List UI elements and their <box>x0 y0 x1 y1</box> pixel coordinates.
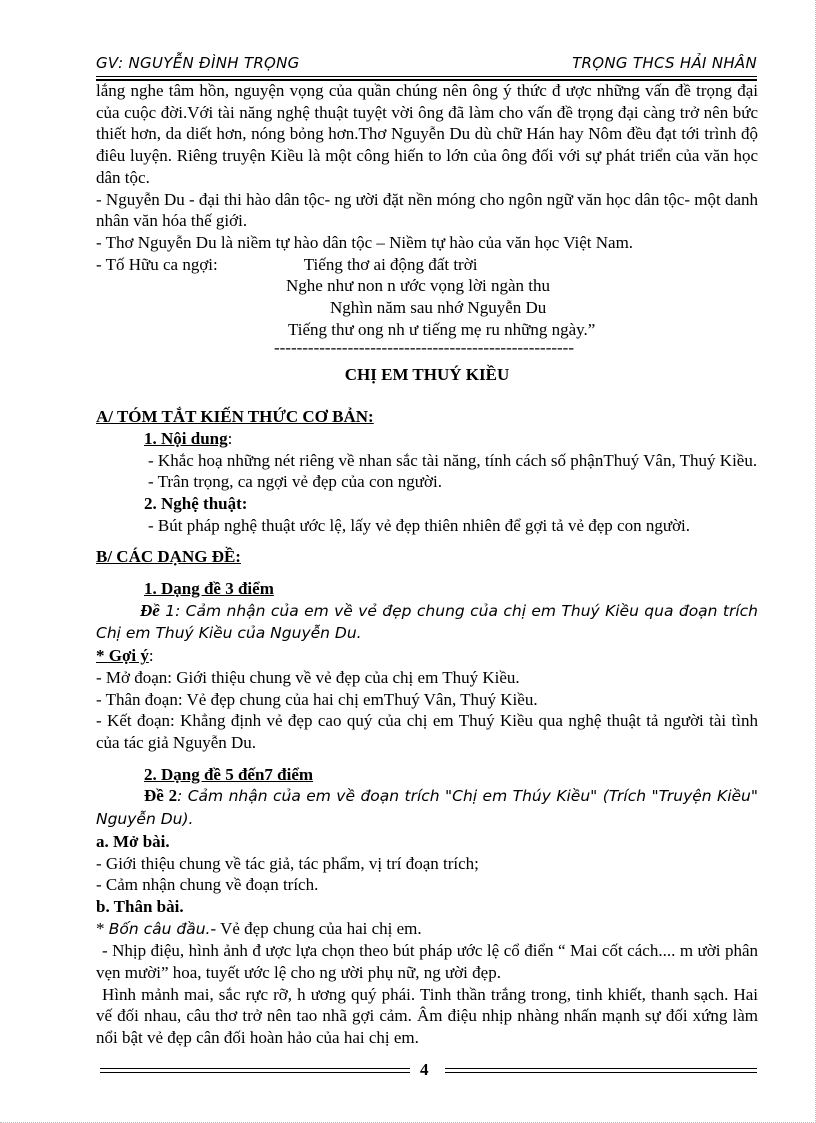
goiy-item: - Kết đoạn: Khẳng định vẻ đẹp cao quý của chị em Thuý Kiều qua nghệ thuật tả người tài tình của tác giả Nguyễn Du. <box>96 711 758 752</box>
nghethuat-heading: 2. Nghệ thuật: <box>144 493 248 513</box>
mobai-item: - Giới thiệu chung về tác giả, tác phẩm, vị trí đoạn trích; <box>96 853 479 873</box>
section-divider: ----------------------------------------------------- <box>273 340 575 355</box>
poem-intro-line <box>96 254 758 276</box>
thanbai-heading: b. Thân bài. <box>96 896 184 916</box>
intro-paragraph: lắng nghe tâm hồn, nguyện vọng của quần chúng nên ông ý thức đ ược những vấn đề trọng đại của cuộc đời.Với tài năng nghệ thuật tuyệt vời ông đã làm cho vấn đề trọng đại càng trở nên bức thiết hơn, da diết hơn, nóng bỏng hơn.Thơ Nguyễn Du dù chữ Hán hay Nôm đều đạt tới trình độ điêu luyện. Riêng truyện Kiều là một công hiến to lớn của ông đối với sự phát triển của văn học dân tộc. <box>96 81 758 187</box>
mobai-item: - Cảm nhận chung về đoạn trích. <box>96 875 319 895</box>
page-number: 4 <box>420 1060 429 1079</box>
thanbai-paragraph: Hình mảnh mai, sắc rực rỡ, h ương quý phái. Tinh thần trắng trong, tinh khiết, thanh sạch. Hai vế đối nhau, câu thơ trở nên tao nhã gợi cảm. Âm điệu nhịp nhàng nhấn mạnh sự đối xứng làm nổi bật vẻ đẹp cân đối hoàn hảo của hai chị em. <box>96 984 758 1048</box>
intro-paragraph: - Thơ Nguyễn Du là niềm tự hào dân tộc – Niềm tự hào của văn học Việt Nam. <box>96 232 634 252</box>
poem-line: Nghìn năm sau nhớ Nguyễn Du <box>330 298 547 318</box>
lesson-title: CHỊ EM THUÝ KIỀU <box>344 365 510 385</box>
noidung-item: - Khắc hoạ những nét riêng về nhan sắc tài năng, tính cách số phậnThuý Vân, Thuý Kiều. <box>148 450 758 470</box>
header-school: TRỌNG THCS HẢI NHÂN <box>572 54 757 72</box>
goiy-item: - Thân đoạn: Vẻ đẹp chung của hai chị emThuý Vân, Thuý Kiều. <box>96 689 538 709</box>
page-footer <box>100 1062 757 1082</box>
dang1-prompt: Đề 1: Cảm nhận của em về vẻ đẹp chung của chị em Thuý Kiều qua đoạn trích Chị em Thuý Kiều của Nguyễn Du. <box>96 600 758 643</box>
section-b-heading: B/ CÁC DẠNG ĐỀ: <box>96 547 241 567</box>
intro-paragraph: - Nguyễn Du - đại thi hào dân tộc- ng ười đặt nền móng cho ngôn ngữ văn học dân tộc- một danh nhân văn hóa thế giới. <box>96 189 758 231</box>
tohuu-label: - Tố Hữu ca ngợi: <box>96 254 218 274</box>
noidung-heading: 1. Nội dung: <box>144 428 233 448</box>
dang1-heading: 1. Dạng đề 3 điểm <box>144 579 274 599</box>
page-content <box>96 80 758 1049</box>
goiy-heading: * Gợi ý: <box>96 646 154 666</box>
dang2-prompt: Đề 2: Cảm nhận của em về đoạn trích "Chị em Thúy Kiều" (Trích "Truyện Kiều" Nguyễn Du). <box>96 786 758 829</box>
header-teacher: GV: NGUYỄN ĐÌNH TRỌNG <box>96 54 300 72</box>
poem-line: Tiếng thư ong nh ư tiếng mẹ ru những ngày.” <box>288 319 596 339</box>
dang2-heading: 2. Dạng đề 5 đến7 điểm <box>144 764 314 784</box>
nghethuat-item: - Bút pháp nghệ thuật ước lệ, lấy vẻ đẹp thiên nhiên để gợi tả vẻ đẹp con người. <box>148 515 691 535</box>
page-header <box>96 50 757 78</box>
mobai-heading: a. Mở bài. <box>96 831 170 851</box>
footer-rule-left <box>100 1068 410 1073</box>
boncau-line: * Bốn câu đầu.- Vẻ đẹp chung của hai chị em. <box>96 918 422 938</box>
section-a-heading: A/ TÓM TẮT KIẾN THỨC CƠ BẢN: <box>96 407 374 427</box>
poem-line: Tiếng thơ ai động đất trời <box>303 254 478 274</box>
goiy-item: - Mở đoạn: Giới thiệu chung về vẻ đẹp của chị em Thuý Kiều. <box>96 667 520 687</box>
noidung-item: - Trân trọng, ca ngợi vẻ đẹp của con người. <box>148 472 442 492</box>
footer-rule-right <box>445 1068 757 1073</box>
thanbai-paragraph: - Nhịp điệu, hình ảnh đ ược lựa chọn theo bút pháp ước lệ cổ điển “ Mai cốt cách.... m ười phân vẹn mười” hoa, tuyết ước lệ cho ng ười phụ nữ, ng ười đẹp. <box>96 941 758 983</box>
poem-line: Nghe như non n ước vọng lời ngàn thu <box>286 276 550 296</box>
